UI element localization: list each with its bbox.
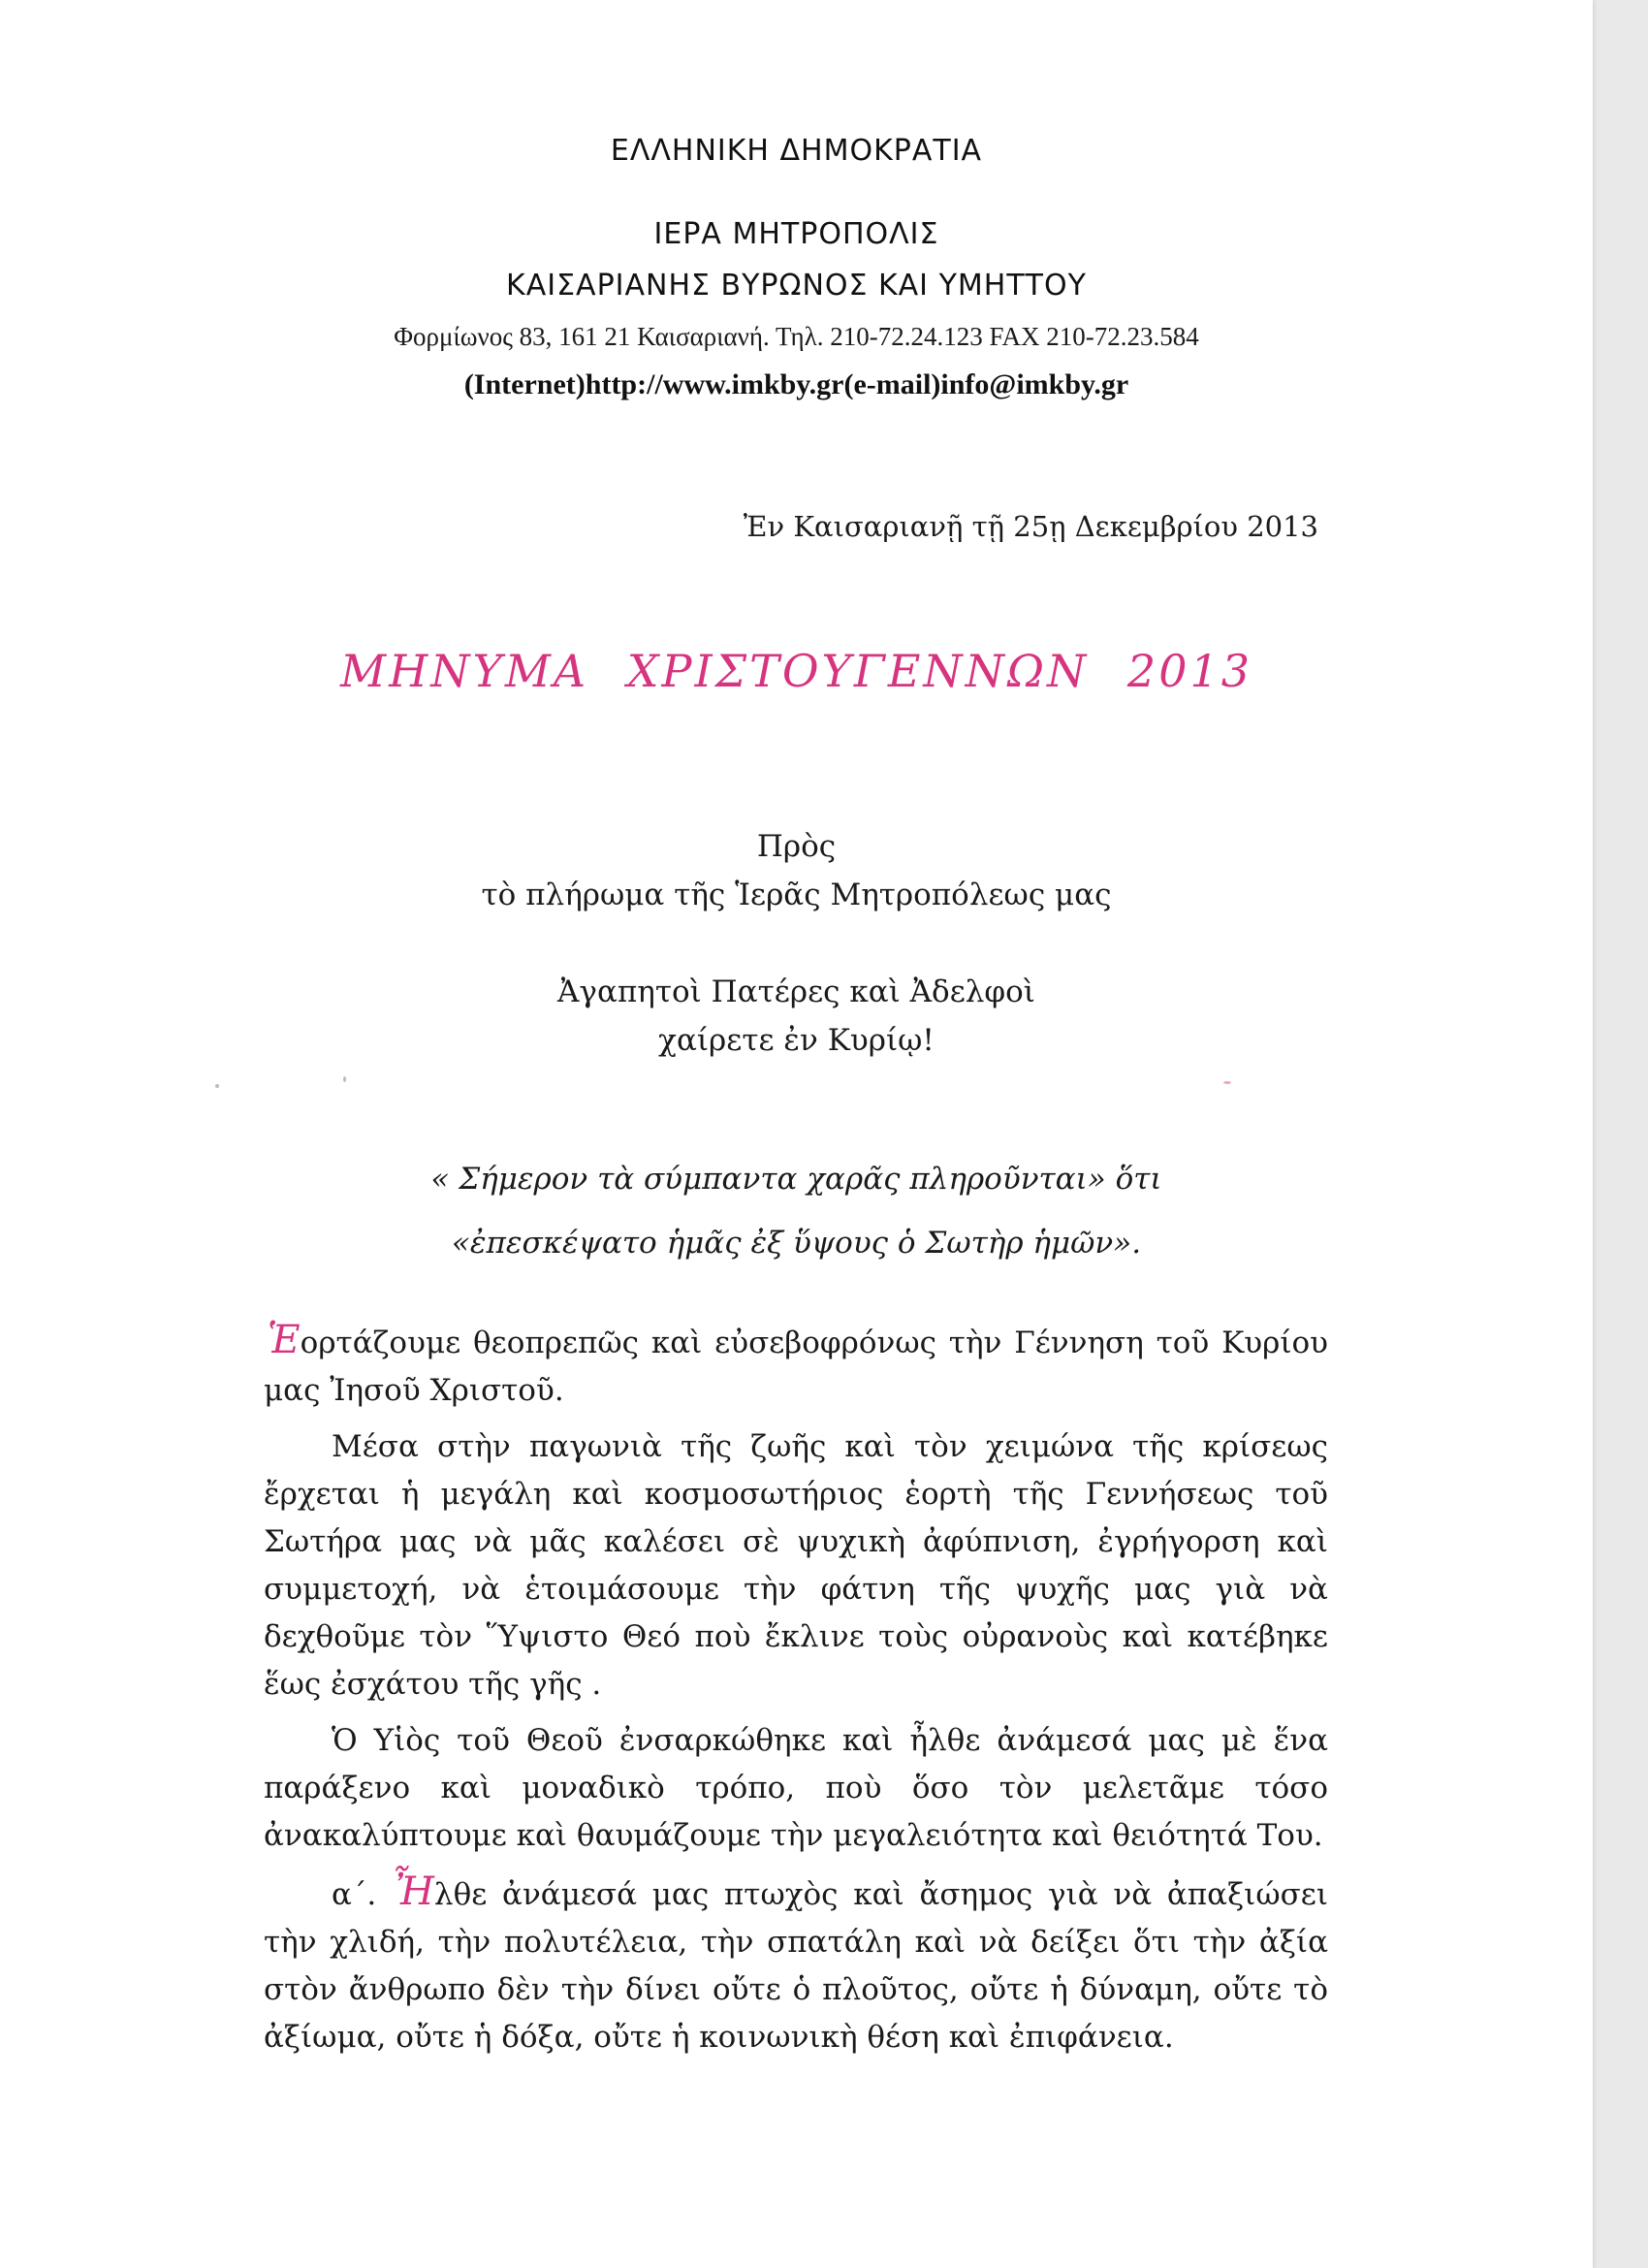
paragraph-4: α΄. Ἦλθε ἀνάμεσά μας πτωχὸς καὶ ἄσημος γιὰ νὰ ἀπαξιώσει τὴν χλιδή, τὴν πολυτέλεια, τὴν σπατάλη καὶ νὰ δείξει ὅτι τὴν ἀξία στὸν ἄνθρωπο δὲν τὴν δίνει οὔτε ὁ πλοῦτος, οὔτε ἡ δύναμη, οὔτε τὸ ἀξίωμα, οὔτε ἡ δόξα, οὔτε ἡ κοινωνικὴ θέση καὶ ἐπιφάνεια. <box>264 1869 1328 2055</box>
message-title: ΜΗΝΥΜΑ ΧΡΙΣΤΟΥΓΕΝΝΩΝ 2013 <box>339 645 1252 697</box>
header-web-email: (Internet)http://www.imkby.gr(e-mail)info@imkby.gr <box>463 368 1129 400</box>
greeting-line-2: χαίρετε ἐν Κυρίῳ! <box>658 1023 935 1058</box>
addressee-line-2: τὸ πλήρωμα τῆς Ἱερᾶς Μητροπόλεως μας <box>481 878 1112 912</box>
header-address: Φορμίωνος 83, 161 21 Καισαριανή. Τηλ. 210-72.24.123 FAX 210-72.23.584 <box>394 322 1199 351</box>
paragraph-2: Μέσα στὴν παγωνιὰ τῆς ζωῆς καὶ τὸν χειμώνα τῆς κρίσεως ἔρχεται ἡ μεγάλη καὶ κοσμοσωτήριος ἑορτὴ τῆς Γεννήσεως τοῦ Σωτήρα μας νὰ μᾶς καλέσει σὲ ψυχικὴ ἀφύπνιση, ἐγρήγορση καὶ συμμετοχή, νὰ ἑτοιμάσουμε τὴν φάτνη τῆς ψυχῆς μας γιὰ νὰ δεχθοῦμε τὸν Ὕψιστο Θεό ποὺ ἔκλινε τοὺς οὐρανοὺς καὶ κατέβηκε ἕως ἐσχάτου τῆς γῆς . <box>264 1429 1328 1702</box>
addressee-line-1: Πρὸς <box>756 829 837 864</box>
paragraph-3: Ὁ Υἱὸς τοῦ Θεοῦ ἐνσαρκώθηκε καὶ ἦλθε ἀνάμεσά μας μὲ ἕνα παράξενο καὶ μοναδικὸ τρόπο, ποὺ ὅσο τὸν μελετᾶμε τόσο ἀνακαλύπτουμε καὶ θαυμάζουμε τὴν μεγαλειότητα καὶ θειότητά Του. <box>264 1723 1328 1853</box>
date-line: Ἐν Καισαριανῇ τῇ 25ῃ Δεκεμβρίου 2013 <box>743 510 1318 543</box>
header-region: ΚΑΙΣΑΡΙΑΝΗΣ ΒΥΡΩΝΟΣ ΚΑΙ ΥΜΗΤΤΟΥ <box>506 269 1087 303</box>
scan-speck <box>215 1084 219 1088</box>
header-metropolis: ΙΕΡΑ ΜΗΤΡΟΠΟΛΙΣ <box>653 217 939 251</box>
dropcap-h: Ἦ <box>392 1869 434 1914</box>
quote-line-2: «ἐπεσκέψατο ἡμᾶς ἐξ ὕψους ὁ Σωτὴρ ἡμῶν». <box>451 1226 1142 1261</box>
paragraph-1: Ἑορτάζουμε θεοπρεπῶς καὶ εὐσεβοφρόνως τὴν Γέννηση τοῦ Κυρίου μας Ἰησοῦ Χριστοῦ. <box>264 1318 1328 1408</box>
dropcap-e: Ἑ <box>268 1318 301 1362</box>
scan-speck <box>1223 1081 1231 1084</box>
body-text <box>264 1317 1328 2070</box>
scan-speck <box>343 1076 346 1082</box>
greeting-line-1: Ἀγαπητοὶ Πατέρες καὶ Ἀδελφοὶ <box>557 974 1035 1009</box>
header-country: ΕΛΛΗΝΙΚΗ ΔΗΜΟΚΡΑΤΙΑ <box>610 134 983 168</box>
quote-line-1: « Σήμερον τὰ σύμπαντα χαρᾶς πληροῦνται» ὅτι <box>430 1162 1162 1197</box>
